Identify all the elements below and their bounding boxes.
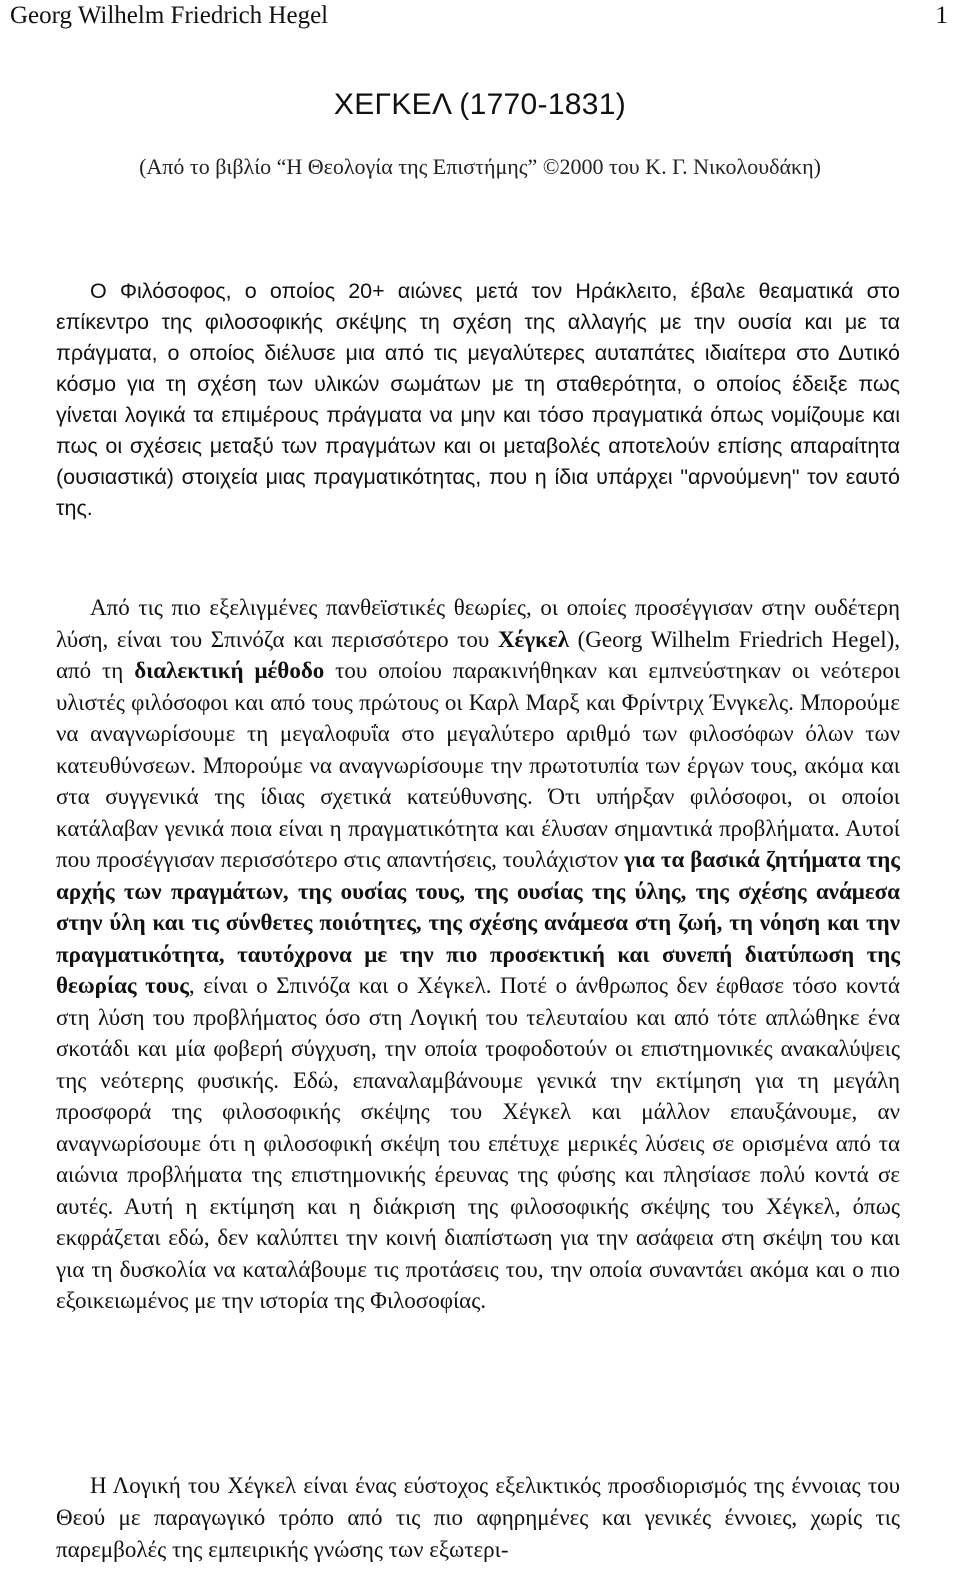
running-header xyxy=(10,2,948,32)
paragraph-logic-text: Η Λογική του Χέγκελ είναι ένας εύστοχος εξελικτικός προσδιορισμός της έννοιας του Θεού με παραγωγικό τρόπο από τις πιο αφηρημένες και γενικές έννοιες, χωρίς τις παρεμβολές της εμπειρικής γνώσης των εξωτερι- xyxy=(56,1473,900,1562)
paragraph-main-bold-dialectic: διαλεκτική μέθοδο xyxy=(134,658,325,683)
paragraph-logic xyxy=(56,1470,900,1566)
paragraph-intro-text: Ο Φιλόσοφος, ο οποίος 20+ αιώνες μετά τον Ηράκλειτο, έβαλε θεαματικά στο επίκεντρο της φιλοσοφικής σκέψης τη σχέση της αλλαγής με την ουσία και με τα πράγματα, ο οποίος διέλυσε μια από τις μεγαλύτερες αυταπάτες ιδιαίτερα στο Δυτικό κόσμο για τη σχέση των υλικών σωμάτων με τη σταθερότητα, ο οποίος έδειξε πως γίνεται λογικά τα επιμέρους πράγματα να μην και τόσο πραγματικά όπως νομίζουμε και πως οι σχέσεις μεταξύ των πραγμάτων και οι μεταβολές αποτελούν επίσης απαραίτητα (ουσιαστικά) στοιχεία μιας πραγματικότητας, που η ίδια υπάρχει "αρνούμενη" τον εαυτό της. xyxy=(56,279,900,520)
paragraph-main-text-2: (Georg Wilhelm Friedrich Hegel), από τη xyxy=(56,626,900,683)
paragraph-main-text-3: του οποίου παρακινήθηκαν και εμπνεύστηκαν οι νεότεροι υλιστές φιλόσοφοι και από τους πρώτους οι Καρλ Μαρξ και Φρίντριχ Ένγκελς. Μπορούμε να αναγνωρίσουμε τη μεγαλοφυΐα στο μεγαλύτερο αριθμό των φιλοσόφων όλων των κατευθύνσεων. Μπορούμε να αναγνωρίσουμε την πρωτοτυπία των έργων τους, ακόμα και στα συγγενικά της ίδιας σχετικά κατεύθυνσης. Ότι υπήρξαν φιλόσοφοι, οι οποίοι κατάλαβαν γενικά ποια είναι η πραγματικότητα και έλυσαν σημαντικά προβλήματα. Αυτοί που προσέγγισαν περισσότερο στις απαντήσεις, τουλάχιστον xyxy=(56,658,901,872)
paragraph-main-text-1: Από τις πιο εξελιγμένες πανθεϊστικές θεωρίες, οι οποίες προσέγγισαν στην ουδέτερη λύση, είναι του Σπινόζα και περισσότερο του xyxy=(56,595,900,652)
running-title: Georg Wilhelm Friedrich Hegel xyxy=(10,2,329,29)
paragraph-main xyxy=(56,592,900,1317)
paragraph-main-bold-hegel: Χέγκελ xyxy=(497,626,570,652)
page-title: ΧΕΓΚΕΛ (1770-1831) xyxy=(333,88,627,121)
source-subtitle: (Από το βιβλίο “Η Θεολογία της Επιστήμης” ©2000 του Κ. Γ. Νικολουδάκη) xyxy=(139,154,821,179)
page-number: 1 xyxy=(935,2,948,29)
paragraph-intro xyxy=(56,276,900,524)
paragraph-main-bold-issues: για τα βασικά ζητήματα της αρχής των πραγμάτων, της ουσίας τους, της ουσίας της ύλης, της σχέσης ανάμεσα στην ύλη και τις σύνθετες ποιότητες, της σχέσης ανάμεσα στη ζωή, τη νόηση και την πραγματικότητα, ταυτόχρονα με την πιο προσεκτική και συνεπή διατύπωση της θεωρίας τους xyxy=(56,847,900,998)
paragraph-main-text-4: , είναι ο Σπινόζα και ο Χέγκελ. Ποτέ ο άνθρωπος δεν έφθασε τόσο κοντά στη λύση του προβλήματος όσο στη Λογική του τελευταίου και από τότε απλώθηκε ένα σκοτάδι και μία φοβερή σύγχυση, την οποία τροφοδοτούν οι επιστημονικές ανακαλύψεις της νεότερης φυσικής. Εδώ, επαναλαμβάνουμε γενικά την εκτίμηση για τη μεγάλη προσφορά της φιλοσοφικής σκέψης του Χέγκελ και μάλλον επαυξάνουμε, αν αναγνωρίσουμε ότι η φιλοσοφική σκέψη του επέτυχε μερικές λύσεις σε ορισμένα από τα αιώνια προβλήματα της επιστημονικής έρευνας της φύσης και πλησίασε πολύ κοντά σε αυτές. Αυτή η εκτίμηση και η διάκριση της φιλοσοφικής σκέψης του Χέγκελ, όπως εκφράζεται εδώ, δεν καλύπτει την κοινή διαπίστωση για την ασάφεια στη σκέψη του και για τη δυσκολία να καταλάβουμε τις προτάσεις του, την οποία συναντάει ακόμα και ο πιο εξοικειωμένος με την ιστορία της Φιλοσοφίας. xyxy=(56,973,900,1313)
